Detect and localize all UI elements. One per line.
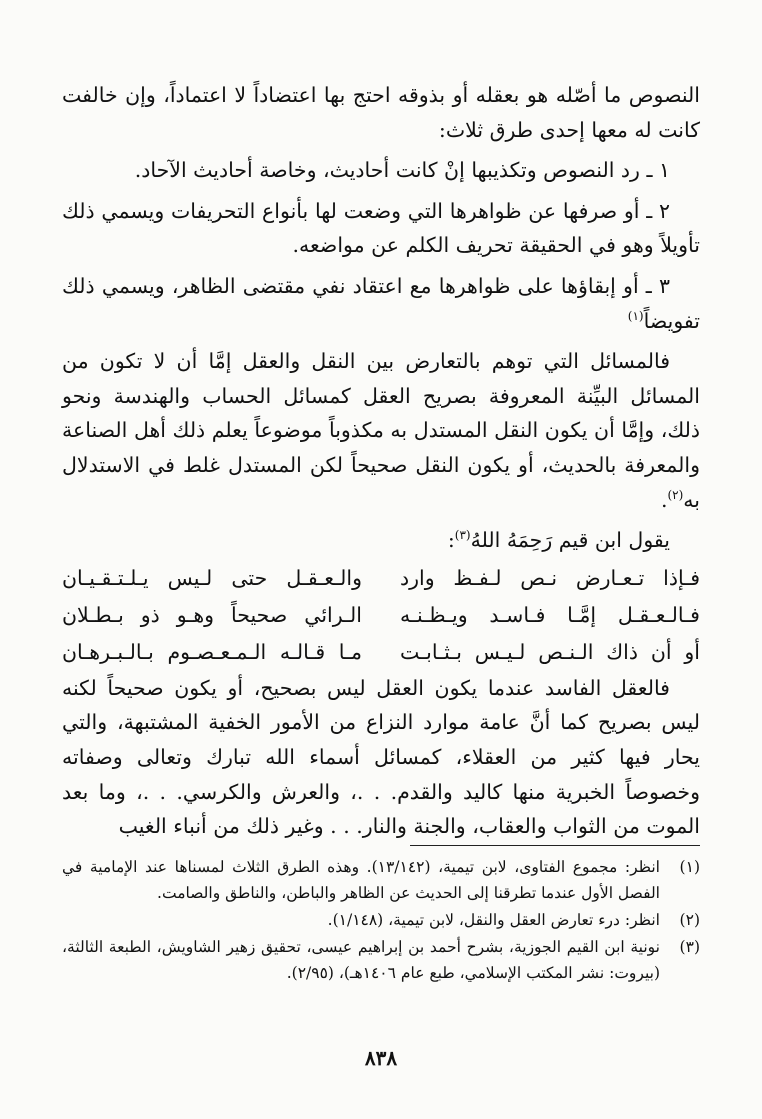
footnote-text: انظر: مجموع الفتاوى، لابن تيمية، (١٣/١٤٢). وهذه الطرق الثلاث لمسناها عند الإمامية في الفصل الأول عندما تطرقنا إلى الحديث عن الظاهر والباطن، والناطق والصامت. — [62, 858, 660, 902]
quote-intro-text: يقول ابن قيم رَحِمَهُ اللهُ — [470, 528, 670, 553]
verse-first-hemistich: فـالـعـقـل إمَّـا فـاسـد ويـظـنـه — [400, 602, 700, 627]
paragraph-issues — [62, 344, 700, 517]
footnotes — [62, 853, 700, 986]
poem-verses — [62, 560, 700, 671]
verse-first-hemistich: أو أن ذاك الـنـص لـيـس بـثـابـت — [400, 639, 700, 664]
paragraph-corrupt-reason: فالعقل الفاسد عندما يكون العقل ليس بصحيح، أو يكون صحيحاً لكنه ليس بصريح كما أنَّ عامة موارد النزاع من الأمور الخفية المشتبهة، والتي يحار فيها كثير من العقلاء، كمسائل أسماء الله تبارك وتعالى وصفاته وخصوصاً الخبرية منها كاليد والقدم. . .، والعرش والكرسي. . .، وما بعد الموت من الثواب والعقاب، والجنة والنار. . . وغير ذلك من أنباء الغيب — [62, 675, 700, 839]
footnote-item — [62, 934, 700, 986]
paragraph-intro: النصوص ما أصّله هو بعقله أو بذوقه احتج بها اعتضاداً لا اعتماداً، وإن خالفت كانت له معها إحدى طرق ثلاث: — [62, 83, 700, 142]
list-item-2: ٢ ـ أو صرفها عن ظواهرها التي وضعت لها بأنواع التحريفات ويسمي ذلك تأويلاً وهو في الحقيقة تحريف الكلم عن مواضعه. — [62, 198, 700, 258]
footnote-ref-2: (٢) — [667, 487, 684, 502]
footnote-number: (١) — [679, 858, 700, 876]
footnote-divider — [410, 845, 700, 846]
footnote-text: نونية ابن القيم الجوزية، بشرح أحمد بن إبراهيم عيسى، تحقيق زهير الشاويش، الطبعة الثالثة، (بيروت: نشر المكتب الإسلامي، طبع عام ١٤٠٦هـ)، (٢/٩٥). — [62, 938, 660, 982]
verse-second-hemistich: والـعـقـل حتى لـيس يـلـتـقـيـان — [62, 565, 362, 590]
verse-row — [62, 634, 700, 671]
verse-row — [62, 597, 700, 634]
verse-row — [62, 560, 700, 597]
paragraph-issues-text: فالمسائل التي توهم بالتعارض بين النقل والعقل إمَّا أن لا تكون من المسائل البيِّنة المعروفة بصريح العقل كمسائل الحساب والهندسة ونحو ذلك، وإمَّا أن يكون النقل المستدل به مكذوباً موضوعاً يعلم ذلك أهل الصناعة والمعرفة بالحديث، أو يكون النقل صحيحاً لكن المستدل غلط في الاستدلال به — [62, 349, 700, 512]
footnote-number: (٣) — [679, 938, 700, 956]
verse-first-hemistich: فـإذا تـعـارض نـص لـفـظ وارد — [400, 565, 700, 590]
list-item-3 — [62, 269, 700, 338]
paragraph-quote-intro — [62, 523, 700, 558]
verse-second-hemistich: مـا قـالـه الـمـعـصـوم بـالـبـرهـان — [62, 639, 362, 664]
quote-intro-end: : — [447, 528, 455, 553]
list-item-1: ١ ـ رد النصوص وتكذيبها إنْ كانت أحاديث، وخاصة أحاديث الآحاد. — [134, 158, 670, 183]
verse-second-hemistich: الـرائي صحيحاً وهـو ذو بـطـلان — [62, 602, 362, 627]
list-item-3-text: ٣ ـ أو إبقاؤها على ظواهرها مع اعتقاد نفي مقتضى الظاهر، ويسمي ذلك تفويضاً — [62, 273, 700, 333]
footnote-ref-1: (١) — [627, 308, 644, 323]
footnote-number: (٢) — [679, 911, 700, 929]
footnote-item — [62, 854, 700, 906]
footnote-item — [62, 907, 700, 933]
page-number: ٨٣٨ — [364, 1046, 398, 1070]
footnote-ref-3: (٣) — [454, 528, 471, 543]
main-text — [62, 78, 700, 844]
footnote-text: انظر: درء تعارض العقل والنقل، لابن تيمية، (١/١٤٨). — [327, 911, 660, 929]
paragraph-issues-end: . — [660, 487, 668, 512]
